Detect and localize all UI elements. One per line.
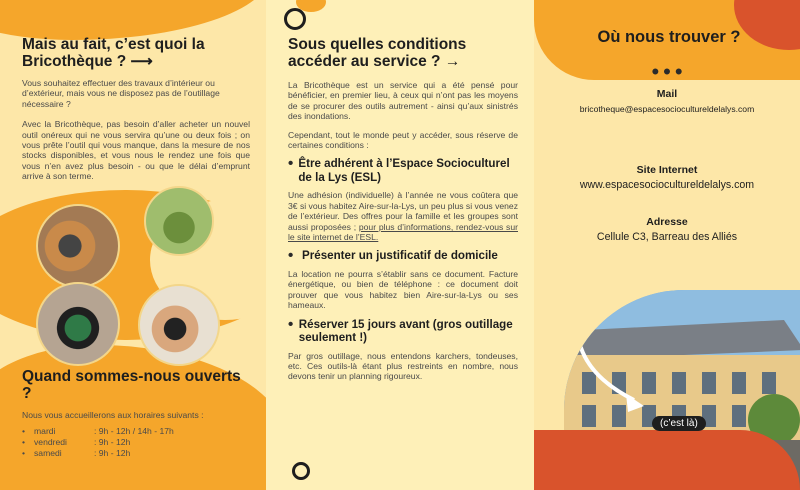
hours-title: Quand sommes-nous ouverts ? xyxy=(22,368,241,402)
photo-saw xyxy=(36,204,120,288)
dots-icon: ••• xyxy=(651,59,687,84)
site-link[interactable]: www.espacesociocultureldelalys.com xyxy=(579,179,755,191)
what-is-description: Avec la Bricothèque, pas besoin d’aller acheter un nouvel outil onéreux qui ne vous servira qu’une ou deux fois ; on vous prête l’outil qui vous manque, dans la mesure de nos stocks disponibles, et vous nous le rendez une fois que vous n’en avez plus besoin - ou que le délai d’emprunt arrive à son terme. xyxy=(22,119,250,182)
hours-row: • samedi : 9h - 12h xyxy=(22,448,131,459)
mail-link[interactable]: bricotheque@espacesociocultureldelalys.com xyxy=(579,104,755,114)
decor-top-blob xyxy=(0,0,266,40)
esl-website-link[interactable]: pour plus d’informations, rendez-vous sur le site internet de l’ESL. xyxy=(288,221,518,243)
panel-what-is xyxy=(0,0,266,490)
conditions-title: Sous quelles conditions accéder au service ? → xyxy=(288,36,467,70)
location-title: Où nous trouver ? xyxy=(597,28,741,46)
photo-sander xyxy=(36,282,120,366)
condition-3-text: Par gros outillage, nous entendons karchers, tondeuses, etc. Ces outils-là étant plus restreints en nombre, nous devons tenir un planning rigoureux. xyxy=(288,350,518,382)
photo-drill xyxy=(138,284,220,366)
condition-1-text: Une adhésion (individuelle) à l’année ne vous coûtera que 3€ si vous habitez Aire-sur-la-Lys, un peu plus si vous venez de l’extérieur. Des offres pour la famille et les groupes sont aussi proposées ; pour plus d’informations, rendez-vous sur le site internet de l’ESL. xyxy=(288,190,518,243)
site-block: Site Internet www.espacesociocultureldelalys.com xyxy=(534,164,800,192)
mail-block: Mail bricotheque@espacesociocultureldelalys.com xyxy=(534,88,800,115)
hours-list xyxy=(22,426,252,459)
location-badge: (c’est là) xyxy=(652,416,706,431)
panel-location xyxy=(534,0,800,490)
decor-red-bottom xyxy=(534,430,800,490)
condition-1-title: • Être adhérent à l’Espace Socioculturel de la Lys (ESL) xyxy=(288,155,510,184)
panel-conditions xyxy=(266,0,534,490)
ring-top-icon xyxy=(284,8,306,30)
what-is-intro: Vous souhaitez effectuer des travaux d’intérieur ou d’extérieur, mais vous ne disposez pas de l’outillage nécessaire ? xyxy=(22,78,220,109)
condition-2-title: • Présenter un justificatif de domicile xyxy=(288,247,498,265)
condition-3-title: • Réserver 15 jours avant (gros outillage seulement !) xyxy=(288,315,513,345)
hours-intro: Nous vous accueillerons aux horaires suivants : xyxy=(22,410,204,420)
condition-2-text: La location ne pourra s’établir sans ce document. Facture énergétique, ou bien de téléphone : ce document doit prouver que vous habitez bien Aire-sur-la-Lys ou ses hameaux. xyxy=(288,268,518,311)
address-block: Adresse Cellule C3, Barreau des Alliés xyxy=(596,216,738,243)
ring-bottom-icon xyxy=(292,462,310,480)
conditions-intro-2: Cependant, tout le monde peut y accéder, sous réserve de certaines conditions : xyxy=(288,129,518,151)
hours-row: • mardi : 9h - 12h / 14h - 17h xyxy=(22,426,174,437)
conditions-intro: La Bricothèque est un service qui a été pensé pour bénéficier, en premier lieu, à ceux qui n’ont pas les moyens de se procurer des outils autrement - ainsi qu’aux sinistrés des inondations. xyxy=(288,80,518,122)
hours-row: • vendredi : 9h - 12h xyxy=(22,437,131,448)
photo-garden xyxy=(144,186,214,256)
what-is-title: Mais au fait, c’est quoi la Bricothèque ? ⟶ xyxy=(22,36,205,70)
